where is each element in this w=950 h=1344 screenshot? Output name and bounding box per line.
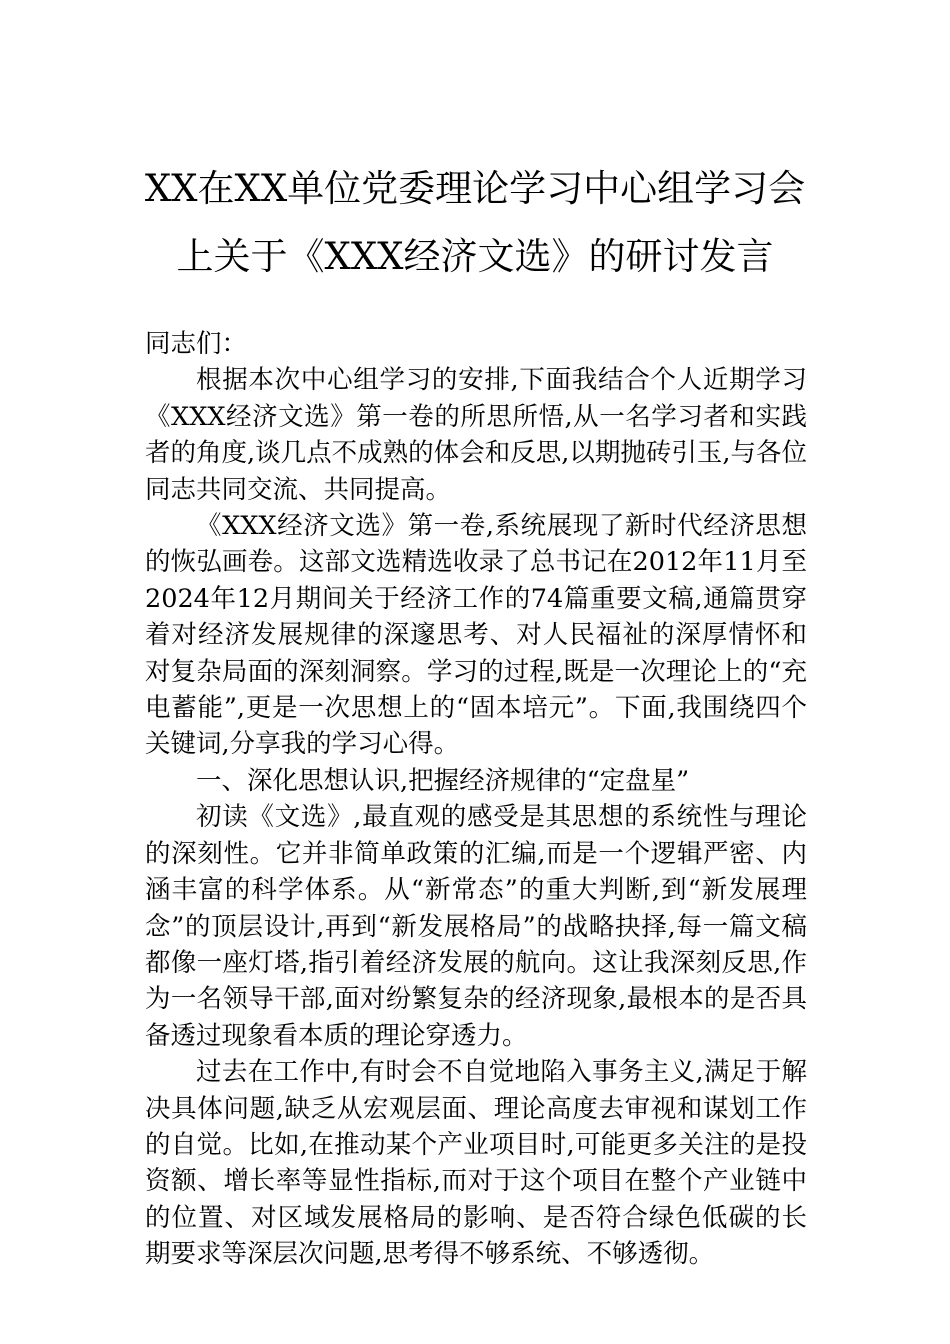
- paragraph-intro: 根据本次中心组学习的安排,下面我结合个人近期学习《XXX经济文选》第一卷的所思所悟,从一名学习者和实践者的角度,谈几点不成熟的体会和反思,以期抛砖引玉,与各位同志共同交流、共同提高。: [145, 365, 807, 505]
- document-title-line-1: XX在XX单位党委理论学习中心组学习会: [144, 167, 806, 210]
- salutation: 同志们：: [145, 329, 248, 359]
- paragraph-section1-a: 初读《文选》,最直观的感受是其思想的系统性与理论的深刻性。它并非简单政策的汇编,而是一个逻辑严密、内涵丰富的科学体系。从“新常态”的重大判断,到“新发展理念”的顶层设计,再到“新发展格局”的战略抉择,每一篇文稿都像一座灯塔,指引着经济发展的航向。这让我深刻反思,作为一名领导干部,面对纷繁复杂的经济现象,最根本的是否具备透过现象看本质的理论穿透力。: [145, 802, 807, 1051]
- paragraph-section1-b: 过去在工作中,有时会不自觉地陷入事务主义,满足于解决具体问题,缺乏从宏观层面、理论高度去审视和谋划工作的自觉。比如,在推动某个产业项目时,可能更多关注的是投资额、增长率等显性指标,而对于这个项目在整个产业链中的位置、对区域发展格局的影响、是否符合绿色低碳的长期要求等深层次问题,思考得不够系统、不够透彻。: [145, 1057, 807, 1270]
- paragraph-overview: 《XXX经济文选》第一卷,系统展现了新时代经济思想的恢弘画卷。这部文选精选收录了总书记在2012年11月至2024年12月期间关于经济工作的74篇重要文稿,通篇贯穿着对经济发展规律的深邃思考、对人民福祉的深厚情怀和对复杂局面的深刻洞察。学习的过程,既是一次理论上的“充电蓄能”,更是一次思想上的“固本培元”。下面,我围绕四个关键词,分享我的学习心得。: [145, 511, 807, 760]
- section-heading-1: 一、深化思想认识,把握经济规律的“定盘星”: [196, 765, 690, 796]
- document-title-line-2: 上关于《XXX经济文选》的研讨发言: [176, 235, 774, 278]
- document-body: [145, 326, 807, 1273]
